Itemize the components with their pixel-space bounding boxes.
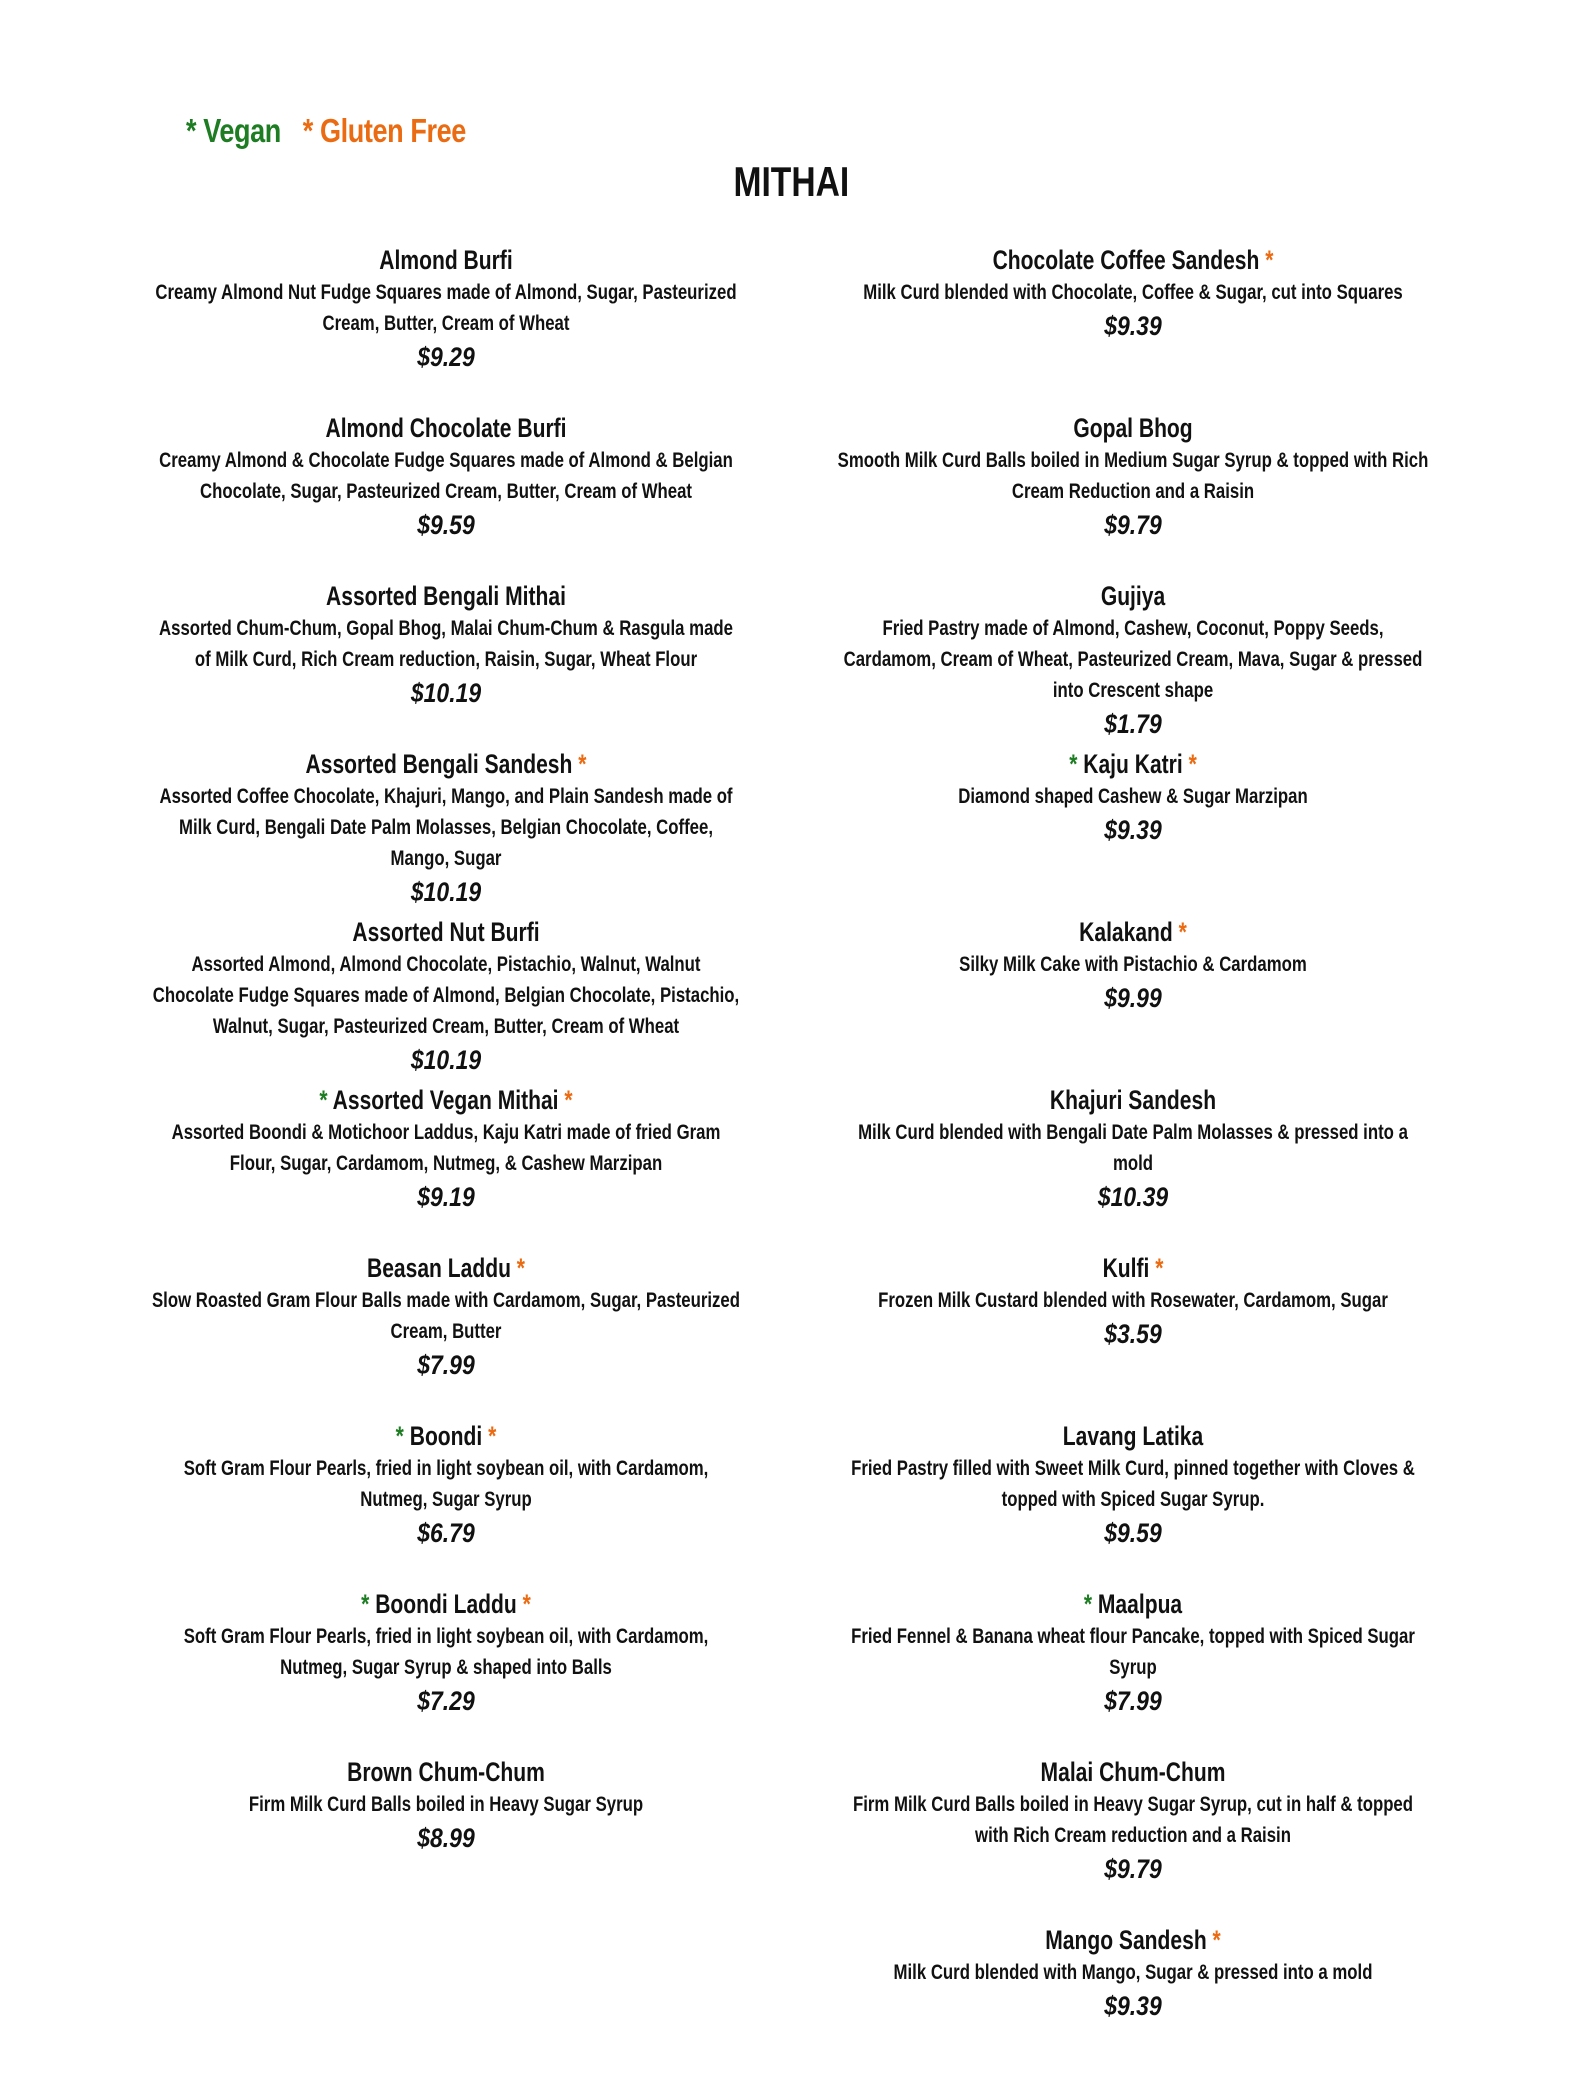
gluten-free-legend: * Gluten Free xyxy=(302,112,466,149)
menu-item-description: Assorted Almond, Almond Chocolate, Pistachio, Walnut, Walnut Chocolate Fudge Squares made of Almond, Belgian Chocolate, Pistachio, Walnut, Sugar, Pasteurized Cream, Butter, Cream of Wheat xyxy=(152,952,740,1038)
menu-item-name-text: Almond Chocolate Burfi xyxy=(325,413,567,443)
menu-item-name xyxy=(204,1083,688,1117)
menu-item-description: Fried Fennel & Banana wheat flour Pancake, topped with Spiced Sugar Syrup xyxy=(851,1624,1415,1679)
menu-item-price: $9.39 xyxy=(1104,815,1162,845)
gluten-free-star-icon: * xyxy=(572,749,587,779)
vegan-star-icon: * xyxy=(1083,1589,1098,1619)
menu-item xyxy=(823,1251,1443,1419)
menu-item-price: $7.99 xyxy=(417,1350,475,1380)
menu-item-name-text: Beasan Laddu xyxy=(367,1253,511,1283)
menu-item xyxy=(136,1083,756,1251)
menu-item-name xyxy=(204,915,688,949)
menu-item-price: $6.79 xyxy=(417,1518,475,1548)
menu-item-description: Assorted Coffee Chocolate, Khajuri, Mango, and Plain Sandesh made of Milk Curd, Bengali Date Palm Molasses, Belgian Chocolate, Coffee, Mango, Sugar xyxy=(159,784,733,870)
menu-item-name xyxy=(204,1755,688,1789)
menu-item-price: $10.39 xyxy=(1097,1182,1169,1212)
menu-item xyxy=(136,579,756,747)
menu-item-description: Fried Pastry filled with Sweet Milk Curd, pinned together with Cloves & topped with Spiced Sugar Syrup. xyxy=(851,1456,1415,1511)
menu-item-price: $9.39 xyxy=(1104,1991,1162,2021)
menu-item-name xyxy=(204,747,688,781)
menu-item-description: Assorted Chum-Chum, Gopal Bhog, Malai Chum-Chum & Rasgula made of Milk Curd, Rich Cream reduction, Raisin, Sugar, Wheat Flour xyxy=(159,616,733,671)
menu-item-description: Milk Curd blended with Chocolate, Coffee & Sugar, cut into Squares xyxy=(863,280,1403,304)
menu-item-name xyxy=(891,243,1375,277)
menu-item-name xyxy=(204,579,688,613)
menu-item-price: $9.59 xyxy=(1104,1518,1162,1548)
menu-item-name xyxy=(891,411,1375,445)
menu-item-name-text: Khajuri Sandesh xyxy=(1049,1085,1217,1115)
menu-item-name xyxy=(891,1923,1375,1957)
menu-item-name-text: Lavang Latika xyxy=(1062,1421,1204,1451)
menu-item-name-text: Gujiya xyxy=(1100,581,1166,611)
page-title: MITHAI xyxy=(733,158,849,205)
menu-item-name-text: Chocolate Coffee Sandesh xyxy=(992,245,1260,275)
menu-item-name xyxy=(891,1083,1375,1117)
menu-item-name-text: Assorted Bengali Sandesh xyxy=(305,749,573,779)
right-menu-column xyxy=(823,243,1443,2091)
menu-item xyxy=(823,1923,1443,2091)
gluten-free-star-icon: * xyxy=(1172,917,1187,947)
menu-item-name xyxy=(204,1251,688,1285)
menu-item-description: Frozen Milk Custard blended with Rosewater, Cardamom, Sugar xyxy=(878,1288,1388,1312)
menu-item-name xyxy=(891,1587,1375,1621)
menu-item-name-text: Kaju Katri xyxy=(1083,749,1183,779)
menu-item-name-text: Kalakand xyxy=(1079,917,1173,947)
menu-item-price: $10.19 xyxy=(410,877,482,907)
menu-item-description: Milk Curd blended with Mango, Sugar & pressed into a mold xyxy=(893,1960,1373,1984)
menu-item-name xyxy=(891,1419,1375,1453)
menu-item-description: Milk Curd blended with Bengali Date Palm Molasses & pressed into a mold xyxy=(858,1120,1408,1175)
menu-item-price: $9.79 xyxy=(1104,1854,1162,1884)
menu-item-price: $1.79 xyxy=(1104,709,1162,739)
menu-item-name xyxy=(891,1755,1375,1789)
menu-item-price: $9.19 xyxy=(417,1182,475,1212)
menu-item xyxy=(823,411,1443,579)
menu-item xyxy=(823,243,1443,411)
menu-item xyxy=(136,1755,756,1923)
menu-item-description: Diamond shaped Cashew & Sugar Marzipan xyxy=(958,784,1308,808)
menu-item-name xyxy=(204,1419,688,1453)
gluten-free-star-icon: * xyxy=(558,1085,573,1115)
menu-item-name-text: Assorted Vegan Mithai xyxy=(332,1085,559,1115)
vegan-legend: * Vegan xyxy=(186,112,281,149)
dietary-legend xyxy=(186,112,466,150)
menu-item xyxy=(823,915,1443,1083)
menu-item xyxy=(136,1587,756,1755)
menu-item-price: $9.79 xyxy=(1104,510,1162,540)
menu-item xyxy=(136,1419,756,1587)
menu-item-name-text: Assorted Bengali Mithai xyxy=(326,581,566,611)
menu-item-name-text: Brown Chum-Chum xyxy=(347,1757,545,1787)
menu-item xyxy=(823,579,1443,747)
vegan-star-icon: * xyxy=(1069,749,1084,779)
menu-item-price: $9.99 xyxy=(1104,983,1162,1013)
menu-item-price: $9.59 xyxy=(417,510,475,540)
vegan-star-icon: * xyxy=(319,1085,333,1115)
menu-item-name-text: Maalpua xyxy=(1097,1589,1183,1619)
menu-item xyxy=(136,411,756,579)
menu-item-name xyxy=(204,1587,688,1621)
vegan-star-icon: * xyxy=(361,1589,376,1619)
menu-item-description: Fried Pastry made of Almond, Cashew, Coconut, Poppy Seeds, Cardamom, Cream of Wheat, Pasteurized Cream, Mava, Sugar & pressed into Crescent shape xyxy=(843,616,1423,702)
gluten-free-star-icon: * xyxy=(1206,1925,1221,1955)
menu-item xyxy=(136,243,756,411)
menu-item xyxy=(823,1419,1443,1587)
gluten-free-star-icon: * xyxy=(1149,1253,1164,1283)
menu-item-price: $10.19 xyxy=(410,1045,482,1075)
menu-item-name-text: Gopal Bhog xyxy=(1073,413,1193,443)
menu-item-price: $10.19 xyxy=(410,678,482,708)
menu-item-price: $8.99 xyxy=(417,1823,475,1853)
menu-item xyxy=(136,915,756,1083)
menu-item-name xyxy=(891,579,1375,613)
menu-item-name xyxy=(891,1251,1375,1285)
menu-item-name xyxy=(204,411,688,445)
menu-item-description: Firm Milk Curd Balls boiled in Heavy Sugar Syrup, cut in half & topped with Rich Cream reduction and a Raisin xyxy=(852,1792,1414,1847)
menu-item-name-text: Malai Chum-Chum xyxy=(1040,1757,1226,1787)
gluten-free-star-icon: * xyxy=(1182,749,1197,779)
menu-item-description: Creamy Almond Nut Fudge Squares made of Almond, Sugar, Pasteurized Cream, Butter, Cream of Wheat xyxy=(155,280,737,335)
menu-item xyxy=(823,1587,1443,1755)
menu-item-price: $7.29 xyxy=(417,1686,475,1716)
vegan-star-icon: * xyxy=(395,1421,410,1451)
menu-item-name-text: Kulfi xyxy=(1102,1253,1150,1283)
menu-item-name xyxy=(204,243,688,277)
menu-item xyxy=(823,1083,1443,1251)
menu-item-name-text: Mango Sandesh xyxy=(1045,1925,1207,1955)
menu-item-description: Assorted Boondi & Motichoor Laddus, Kaju Katri made of fried Gram Flour, Sugar, Cardamom, Nutmeg, & Cashew Marzipan xyxy=(171,1120,721,1175)
menu-item-name-text: Boondi xyxy=(409,1421,483,1451)
menu-item-name-text: Assorted Nut Burfi xyxy=(352,917,540,947)
menu-item-description: Smooth Milk Curd Balls boiled in Medium Sugar Syrup & topped with Rich Cream Reduction and a Raisin xyxy=(837,448,1429,503)
menu-item-name-text: Almond Burfi xyxy=(379,245,513,275)
menu-item-description: Soft Gram Flour Pearls, fried in light soybean oil, with Cardamom, Nutmeg, Sugar Syrup xyxy=(183,1456,709,1511)
menu-item-price: $9.29 xyxy=(417,342,475,372)
menu-item-description: Soft Gram Flour Pearls, fried in light soybean oil, with Cardamom, Nutmeg, Sugar Syrup & shaped into Balls xyxy=(183,1624,709,1679)
menu-item xyxy=(136,747,756,915)
menu-item-price: $7.99 xyxy=(1104,1686,1162,1716)
menu-item-name xyxy=(891,915,1375,949)
menu-item-name-text: Boondi Laddu xyxy=(375,1589,517,1619)
menu-item-description: Slow Roasted Gram Flour Balls made with Cardamom, Sugar, Pasteurized Cream, Butter xyxy=(151,1288,741,1343)
gluten-free-star-icon: * xyxy=(516,1589,531,1619)
gluten-free-star-icon: * xyxy=(1259,245,1274,275)
menu-item xyxy=(823,1755,1443,1923)
left-menu-column xyxy=(136,243,756,1923)
menu-item-description: Creamy Almond & Chocolate Fudge Squares made of Almond & Belgian Chocolate, Sugar, Pasteurized Cream, Butter, Cream of Wheat xyxy=(159,448,733,503)
menu-item xyxy=(136,1251,756,1419)
menu-item-description: Firm Milk Curd Balls boiled in Heavy Sugar Syrup xyxy=(248,1792,644,1816)
menu-item xyxy=(823,747,1443,915)
menu-item-price: $3.59 xyxy=(1104,1319,1162,1349)
gluten-free-star-icon: * xyxy=(510,1253,525,1283)
gluten-free-star-icon: * xyxy=(482,1421,497,1451)
menu-item-price: $9.39 xyxy=(1104,311,1162,341)
menu-item-name xyxy=(891,747,1375,781)
menu-item-description: Silky Milk Cake with Pistachio & Cardamom xyxy=(959,952,1307,976)
